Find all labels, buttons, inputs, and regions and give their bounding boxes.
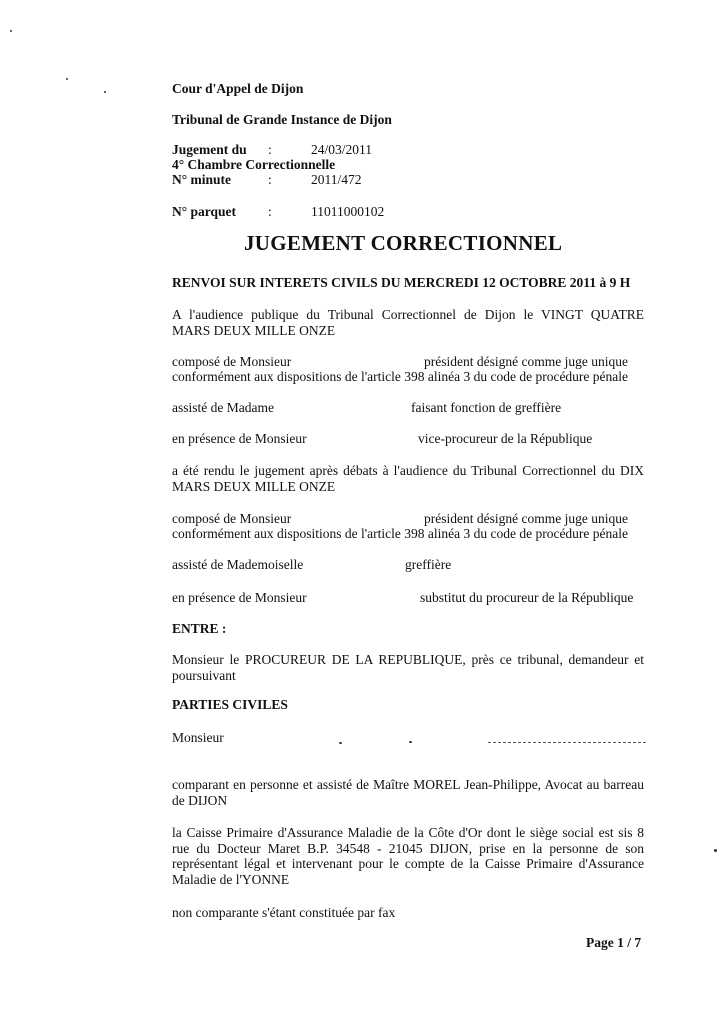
compose-1-line-2: conformément aux dispositions de l'article 398 alinéa 3 du code de procédure pénale [172, 369, 629, 384]
caisse-paragraph [172, 825, 644, 887]
minute-separator: : [268, 172, 272, 187]
document-title: JUGEMENT CORRECTIONNEL [244, 231, 563, 255]
rendu-line-2: MARS DEUX MILLE ONZE [172, 478, 336, 494]
presence-2-role: substitut du procureur de la République [420, 590, 634, 605]
rendu-line-1: a été rendu le jugement après débats à l'audience du Tribunal Correctionnel du DIX [172, 463, 644, 478]
procureur-line-1: Monsieur le PROCUREUR DE LA REPUBLIQUE, près ce tribunal, demandeur et [172, 652, 644, 667]
redaction-mark [409, 741, 412, 743]
non-comparante-text: non comparante s'étant constituée par fax [172, 905, 396, 920]
comparant-paragraph [172, 777, 644, 808]
rendu-paragraph [172, 463, 644, 494]
scan-speck [10, 30, 12, 32]
caisse-line-2: rue du Docteur Maret B.P. 34548 - 21045 DIJON, prise en la personne de son [172, 840, 644, 856]
minute-value: 2011/472 [311, 172, 362, 187]
court-of-appeal: Cour d'Appel de Dijon [172, 81, 304, 96]
comparant-line-2: de DIJON [172, 792, 228, 808]
caisse-line-4: Maladie de l'YONNE [172, 871, 290, 887]
compose-1-role: président désigné comme juge unique [424, 354, 628, 369]
audience-line-2: MARS DEUX MILLE ONZE [172, 322, 336, 338]
presence-1-role: vice-procureur de la République [418, 431, 593, 446]
partie-civile-monsieur: Monsieur [172, 730, 224, 745]
jugement-date: 24/03/2011 [311, 142, 373, 157]
jugement-label: Jugement du [172, 142, 247, 157]
scan-speck [714, 849, 717, 852]
document-subtitle: RENVOI SUR INTERETS CIVILS DU MERCREDI 12 OCTOBRE 2011 à 9 H [172, 275, 631, 290]
entre-heading: ENTRE : [172, 621, 227, 636]
audience-line-1: A l'audience publique du Tribunal Correctionnel de Dijon le VINGT QUATRE [172, 307, 644, 322]
compose-2-role: président désigné comme juge unique [424, 511, 628, 526]
redaction-residue [488, 742, 646, 743]
compose-2-line-2: conformément aux dispositions de l'article 398 alinéa 3 du code de procédure pénale [172, 526, 629, 541]
assiste-2-label: assisté de Mademoiselle [172, 557, 304, 572]
audience-paragraph [172, 307, 644, 338]
procureur-line-2: poursuivant [172, 667, 236, 683]
caisse-line-1: la Caisse Primaire d'Assurance Maladie de la Côte d'Or dont le siège social est sis 8 [172, 825, 644, 840]
assiste-2-role: greffière [405, 557, 452, 572]
caisse-line-3: représentant légal et intervenant pour le compte de la Caisse Primaire d'Assurance [172, 856, 644, 871]
comparant-line-1: comparant en personne et assisté de Maître MOREL Jean-Philippe, Avocat au barreau [172, 777, 644, 792]
chambre-name: 4° Chambre Correctionnelle [172, 157, 336, 172]
assiste-1-label: assisté de Madame [172, 400, 274, 415]
presence-2-label: en présence de Monsieur [172, 590, 307, 605]
parties-civiles-heading: PARTIES CIVILES [172, 697, 288, 712]
jugement-separator: : [268, 142, 272, 157]
page-number: Page 1 / 7 [586, 935, 642, 950]
presence-1-label: en présence de Monsieur [172, 431, 307, 446]
scan-speck [104, 91, 106, 93]
redaction-mark [339, 742, 342, 744]
compose-1-label: composé de Monsieur [172, 354, 292, 369]
minute-label: N° minute [172, 172, 232, 187]
procureur-paragraph [172, 652, 644, 683]
parquet-separator: : [268, 204, 272, 219]
tribunal-name: Tribunal de Grande Instance de Dijon [172, 112, 392, 127]
scan-speck [66, 78, 68, 80]
compose-2-label: composé de Monsieur [172, 511, 292, 526]
assiste-1-role: faisant fonction de greffière [411, 400, 562, 415]
parquet-label: N° parquet [172, 204, 237, 219]
parquet-value: 11011000102 [311, 204, 385, 219]
